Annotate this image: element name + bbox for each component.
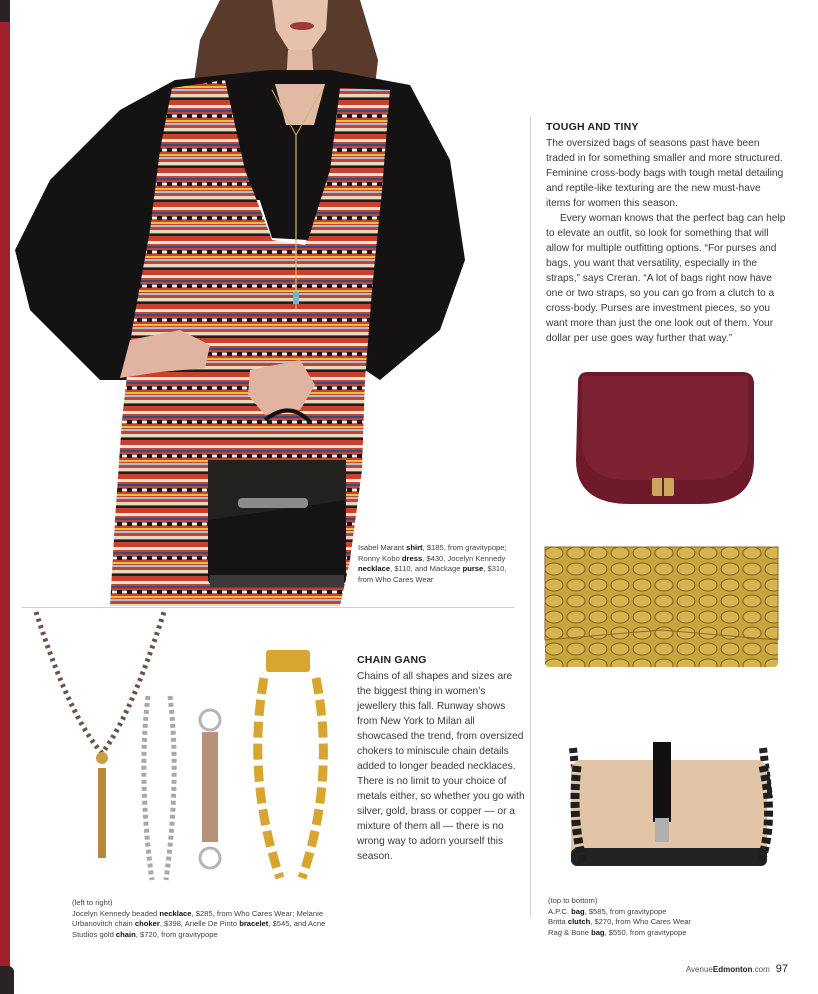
page-spine xyxy=(0,0,10,994)
model-photo xyxy=(10,0,480,606)
tough-and-tiny-paragraph-1: The oversized bags of seasons past have been traded in for something smaller and more structured. Feminine cross-body bags with tough metal detailing and reptile-like texturing are the new must-have items for women this season. xyxy=(546,138,784,209)
tan-bag-image xyxy=(563,738,777,875)
chain-gang-body: Chains of all shapes and sizes are the biggest thing in women’s jewellery this fall. Runway shows from New York to Milan all showcased the trend, from oversized chokers to miniscule chain details added to longer beaded necklaces. There is no limit to your choice of metals either, so whether you go with silver, gold, brass or copper — or a mixture of them all — there is no wrong way to adorn yourself this season. xyxy=(357,671,525,862)
column-divider xyxy=(530,117,531,917)
tough-and-tiny-paragraph-2: Every woman knows that the perfect bag can help to elevate an outfit, so look for something that will allow for multiple outfitting options. “For purses and bags, you want that versatility, especially in the straps,” says Creran. “A lot of bags right now have one or two straps, so you can go from a clutch to a cross-body. Purses are investment pieces, so you want more than just the one look out of them. Your dollar per use goes way further that way.” xyxy=(546,213,786,344)
page-footer: AvenueEdmonton.com 97 xyxy=(685,963,788,975)
burgundy-bag-image xyxy=(572,370,758,515)
model-caption: Isabel Marant shirt, $185, from gravitypope; Ronny Kobo dress, $430, Jocelyn Kennedy necklace, $110, and Mackage purse, $310, from Who Cares Wear xyxy=(358,543,507,584)
tough-and-tiny-title: TOUGH AND TINY xyxy=(546,121,639,133)
jewellery-caption: (left to right) Jocelyn Kennedy beaded necklace, $285, from Who Cares Wear; Melanie Urbanovitch chain choker, $398, Arielle De Pinto bracelet, $545, and Acne Studios gold chain, $720, from gravitypope xyxy=(72,898,326,939)
spine-tab-bottom xyxy=(0,966,14,994)
tough-and-tiny-body xyxy=(546,136,786,346)
bags-caption: (top to bottom) A.P.C. bag, $585, from gravitypope Britta clutch, $270, from Who Cares Wear Rag & Bone bag, $550, from gravitypope xyxy=(548,896,691,937)
page-number: 97 xyxy=(775,963,788,975)
chain-gang-title: CHAIN GANG xyxy=(357,654,427,666)
croc-clutch-image xyxy=(543,545,780,674)
jewellery-image xyxy=(30,608,350,893)
